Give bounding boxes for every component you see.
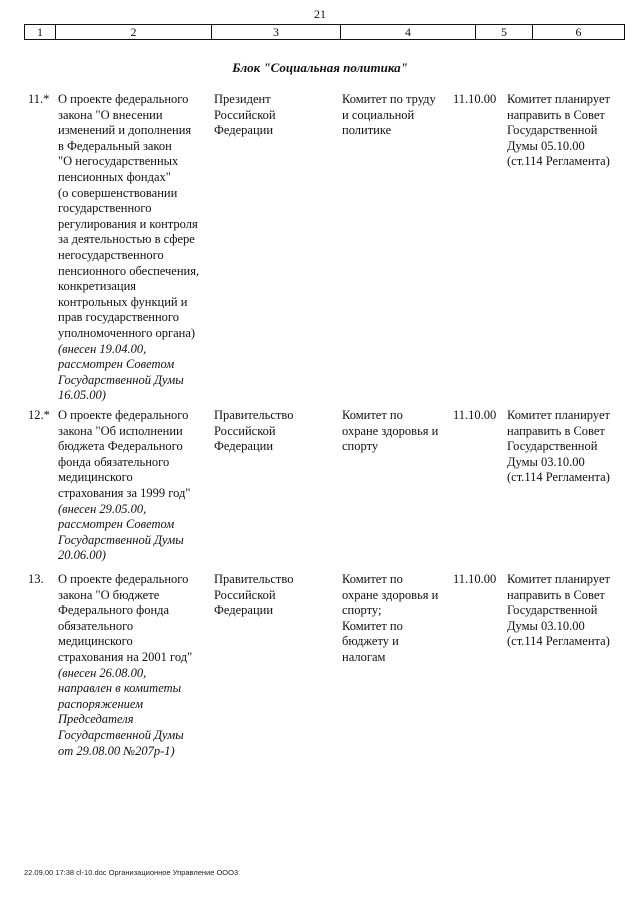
- title-line: в Федеральный закон: [58, 138, 172, 153]
- title-line: медицинского: [58, 470, 133, 485]
- author-line: Российской: [214, 423, 276, 438]
- entry-number: 11.*: [28, 92, 50, 106]
- note-line: распоряжением: [58, 696, 144, 711]
- title-line: регулирования и контроля: [58, 216, 198, 231]
- footer: 22.09.00 17:38 cl-10.doc Организационное Управление ООО3: [24, 868, 239, 877]
- entry-title: [58, 408, 210, 564]
- note-line: рассмотрен Советом: [58, 517, 175, 532]
- author-line: Президент: [214, 92, 271, 106]
- action-line: направить в Совет: [507, 423, 605, 438]
- committee-line: и социальной: [342, 107, 415, 122]
- note-line: (внесен 26.08.00,: [58, 665, 147, 680]
- entry-action: [507, 408, 632, 486]
- column-header-row: [24, 24, 625, 40]
- entry-number: 12.*: [28, 408, 50, 422]
- entry-author: [214, 408, 336, 455]
- action-line: Комитет планирует: [507, 92, 610, 106]
- action-line: (ст.114 Регламента): [507, 470, 610, 485]
- action-line: (ст.114 Регламента): [507, 634, 610, 649]
- column-header-2: 2: [56, 25, 212, 39]
- note-line: Государственной Думы: [58, 532, 184, 547]
- title-line: контрольных функций и: [58, 294, 188, 309]
- action-line: Государственной: [507, 439, 598, 454]
- title-line: пенсионного обеспечения,: [58, 263, 200, 278]
- title-line: страхования на 2001 год": [58, 649, 193, 664]
- author-line: Федерации: [214, 603, 274, 618]
- title-line: "О негосударственных: [58, 154, 179, 169]
- entry-number: 13.: [28, 572, 44, 586]
- committee-line: Комитет по: [342, 572, 403, 586]
- entry-action: [507, 572, 632, 650]
- author-line: Правительство: [214, 572, 294, 586]
- note-line: Государственной Думы: [58, 727, 184, 742]
- title-line: негосударственного: [58, 247, 164, 262]
- title-line: О проекте федерального: [58, 572, 189, 586]
- title-line: государственного: [58, 201, 152, 216]
- entry-note: [58, 502, 210, 564]
- title-line: обязательного: [58, 618, 134, 633]
- entry-committee: [342, 92, 452, 139]
- action-line: направить в Совет: [507, 587, 605, 602]
- entry-action: [507, 92, 632, 170]
- action-line: Думы 05.10.00: [507, 138, 585, 153]
- title-line: пенсионных фондах": [58, 169, 171, 184]
- action-line: (ст.114 Регламента): [507, 154, 610, 169]
- note-line: 16.05.00): [58, 388, 106, 403]
- note-line: рассмотрен Советом: [58, 357, 175, 372]
- author-line: Федерации: [214, 439, 274, 454]
- entry-note: [58, 666, 210, 760]
- committee-line: Комитет по: [342, 408, 403, 422]
- entry-date: 11.10.00: [453, 572, 497, 586]
- note-line: (внесен 19.04.00,: [58, 341, 147, 356]
- section-title: Блок "Социальная политика": [232, 60, 408, 75]
- action-line: Комитет планирует: [507, 572, 610, 586]
- title-line: фонда обязательного: [58, 454, 170, 469]
- title-line: (о совершенствовании: [58, 185, 178, 200]
- entry-author: [214, 92, 336, 139]
- title-line: за деятельностью в сфере: [58, 232, 195, 247]
- entry-title: [58, 572, 210, 759]
- note-line: от 29.08.00 №207р-1): [58, 743, 175, 758]
- action-line: Думы 03.10.00: [507, 618, 585, 633]
- column-header-1: 1: [25, 25, 56, 39]
- entry-committee: [342, 572, 452, 666]
- note-line: 20.06.00): [58, 548, 106, 563]
- action-line: Государственной: [507, 123, 598, 138]
- entry-date: 11.10.00: [453, 92, 497, 106]
- action-line: Думы 03.10.00: [507, 454, 585, 469]
- entry-title: [58, 92, 210, 404]
- author-line: Правительство: [214, 408, 294, 422]
- note-line: (внесен 29.05.00,: [58, 501, 147, 516]
- committee-line: охране здоровья и: [342, 423, 439, 438]
- title-line: закона "О бюджете: [58, 587, 160, 602]
- committee-line: спорту: [342, 439, 379, 454]
- title-line: уполномоченного органа): [58, 325, 196, 340]
- title-line: О проекте федерального: [58, 408, 189, 422]
- title-line: страхования за 1999 год": [58, 485, 191, 500]
- title-line: конкретизация: [58, 279, 137, 294]
- note-line: Государственной Думы: [58, 372, 184, 387]
- title-line: закона "Об исполнении: [58, 423, 183, 438]
- title-line: изменений и дополнения: [58, 123, 192, 138]
- title-line: закона "О внесении: [58, 107, 163, 122]
- action-line: Комитет планирует: [507, 408, 610, 422]
- committee-line: охране здоровья и: [342, 587, 439, 602]
- column-header-6: 6: [575, 25, 582, 39]
- author-line: Российской: [214, 587, 276, 602]
- committee-line: спорту;: [342, 603, 382, 618]
- title-line: бюджета Федерального: [58, 439, 183, 454]
- column-header-5: 5: [476, 25, 533, 39]
- column-header-4: 4: [341, 25, 476, 39]
- committee-line: налогам: [342, 649, 386, 664]
- title-line: прав государственного: [58, 310, 179, 325]
- title-line: Федерального фонда: [58, 603, 170, 618]
- action-line: направить в Совет: [507, 107, 605, 122]
- committee-line: бюджету и: [342, 634, 399, 649]
- entry-note: [58, 342, 210, 404]
- note-line: Председателя: [58, 712, 134, 727]
- title-line: О проекте федерального: [58, 92, 189, 106]
- author-line: Федерации: [214, 123, 274, 138]
- author-line: Российской: [214, 107, 276, 122]
- committee-line: политике: [342, 123, 392, 138]
- entry-author: [214, 572, 336, 619]
- entry-date: 11.10.00: [453, 408, 497, 422]
- title-line: медицинского: [58, 634, 133, 649]
- committee-line: Комитет по труду: [342, 92, 436, 106]
- action-line: Государственной: [507, 603, 598, 618]
- column-header-3: 3: [212, 25, 341, 39]
- note-line: направлен в комитеты: [58, 681, 182, 696]
- committee-line: Комитет по: [342, 618, 403, 633]
- entry-committee: [342, 408, 452, 455]
- page-number: 21: [314, 7, 326, 21]
